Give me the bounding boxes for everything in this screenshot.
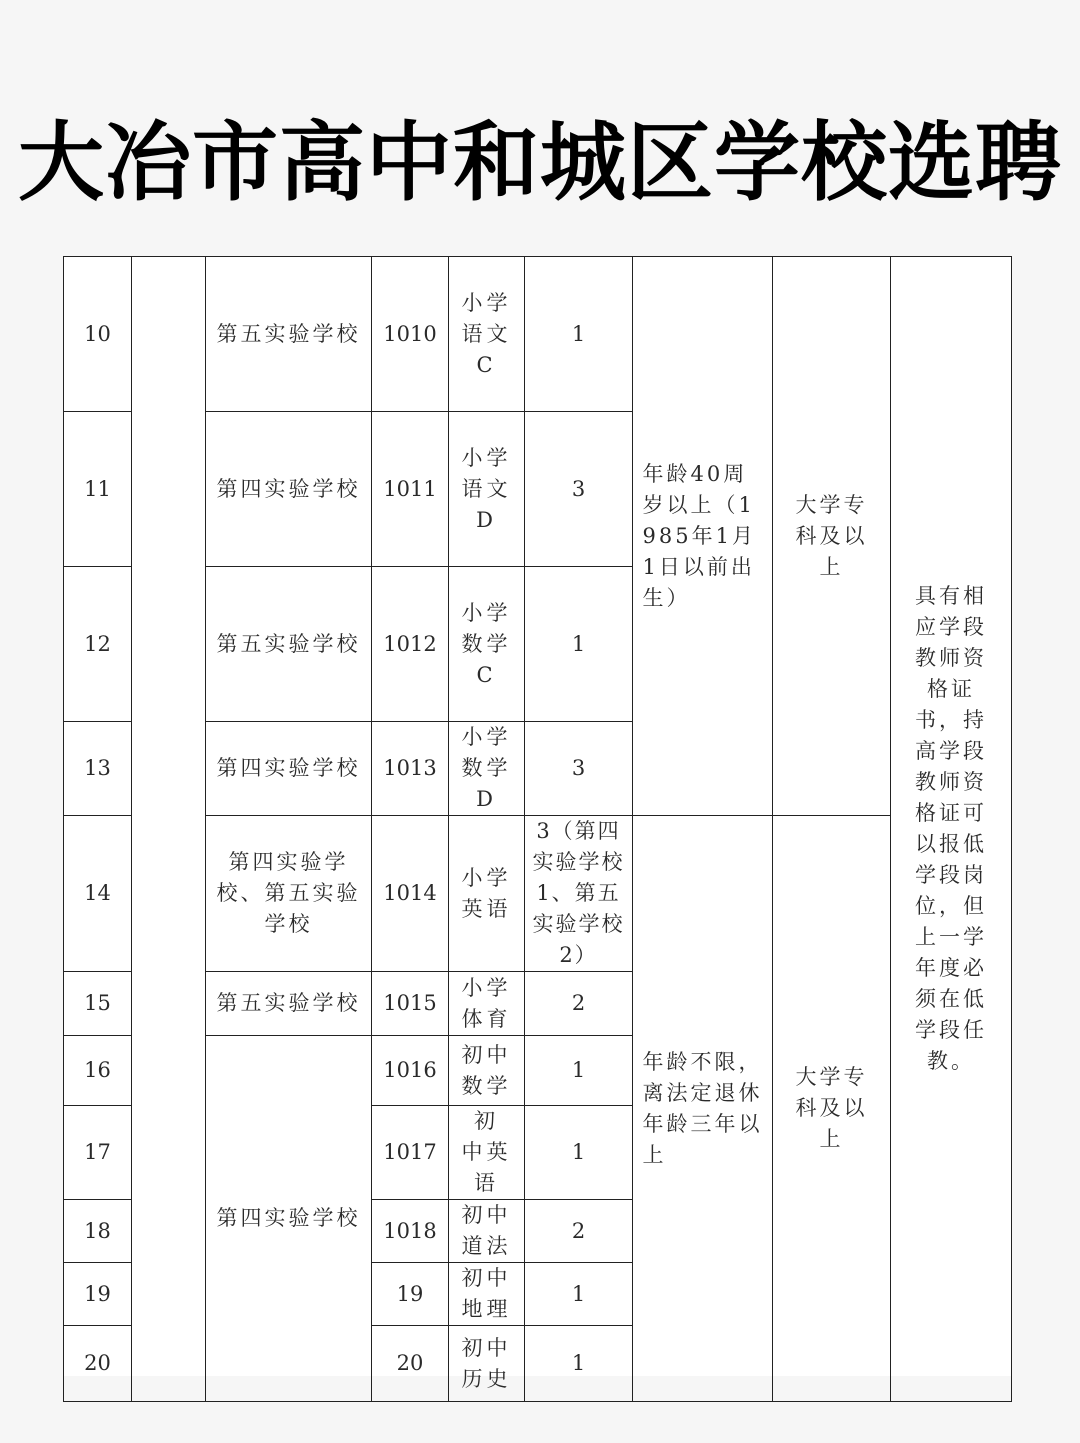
school-name: 第五实验学校 <box>216 991 361 1015</box>
school-name: 第四实验学校 <box>216 476 361 501</box>
row-number: 16 <box>64 1036 132 1106</box>
table-row <box>64 816 1012 972</box>
subject: 初中数学 <box>461 1042 512 1098</box>
quota: 1 <box>525 567 633 722</box>
recruitment-table-wrapper <box>63 256 1011 1391</box>
subject: 小学数学D <box>461 725 512 811</box>
school-name: 第四实验学校 <box>216 756 361 780</box>
recruitment-table <box>63 256 1012 1402</box>
education-requirement: 大学专科及以上 <box>795 1065 868 1151</box>
quota: 3 <box>525 412 633 567</box>
quota: 1 <box>525 1326 633 1402</box>
quota: 3（第四实验学校1、第五实验学校2） <box>532 819 625 967</box>
post-code: 1010 <box>372 257 449 412</box>
post-code: 1011 <box>372 412 449 567</box>
school-name: 第四实验学校、第五实验学校 <box>216 850 361 936</box>
row-number: 14 <box>64 816 132 972</box>
row-number: 20 <box>64 1326 132 1402</box>
post-code: 20 <box>372 1326 449 1402</box>
age-requirement: 年龄40周岁以上（1985年1月1日以前出生） <box>642 461 756 610</box>
school-name: 第五实验学校 <box>216 631 361 656</box>
subject: 小学语文D <box>461 445 512 532</box>
row-number: 15 <box>64 972 132 1036</box>
page-title: 大冶市高中和城区学校选聘 <box>18 113 1062 213</box>
row-number: 10 <box>64 257 132 412</box>
quota: 3 <box>525 722 633 816</box>
unit-blank-cell <box>132 257 206 1402</box>
row-number: 17 <box>64 1106 132 1200</box>
post-code: 19 <box>372 1263 449 1326</box>
row-number: 19 <box>64 1263 132 1326</box>
subject: 小学英语 <box>461 865 512 921</box>
post-code: 1016 <box>372 1036 449 1106</box>
row-number: 13 <box>64 722 132 816</box>
row-number: 11 <box>64 412 132 567</box>
table-row <box>64 257 1012 412</box>
quota: 1 <box>525 1036 633 1106</box>
other-requirement: 具有相应学段教师资格证书，持高学段教师资格证可以报低学段岗位，但上一学年度必须在低学段任教。 <box>915 584 987 1073</box>
subject: 初中历史 <box>461 1335 512 1391</box>
quota: 1 <box>525 1106 633 1200</box>
post-code: 1015 <box>372 972 449 1036</box>
post-code: 1018 <box>372 1200 449 1263</box>
subject: 初 中英语 <box>461 1109 512 1195</box>
quota: 1 <box>525 1263 633 1326</box>
subject: 小学体育 <box>461 975 512 1031</box>
quota: 2 <box>525 1200 633 1263</box>
row-number: 12 <box>64 567 132 722</box>
subject: 初中地理 <box>461 1266 512 1321</box>
subject: 小学数学C <box>461 600 512 687</box>
post-code: 1013 <box>372 722 449 816</box>
post-code: 1012 <box>372 567 449 722</box>
school-name: 第五实验学校 <box>216 321 361 346</box>
post-code: 1017 <box>372 1106 449 1200</box>
quota: 1 <box>525 257 633 412</box>
education-requirement: 大学专科及以上 <box>795 492 868 579</box>
school-name: 第四实验学校 <box>216 1206 361 1230</box>
quota: 2 <box>525 972 633 1036</box>
post-code: 1014 <box>372 816 449 972</box>
subject: 小学语文C <box>461 290 512 377</box>
row-number: 18 <box>64 1200 132 1263</box>
age-requirement: 年龄不限，离法定退休年龄三年以上 <box>642 1049 763 1167</box>
subject: 初中道法 <box>461 1203 512 1258</box>
